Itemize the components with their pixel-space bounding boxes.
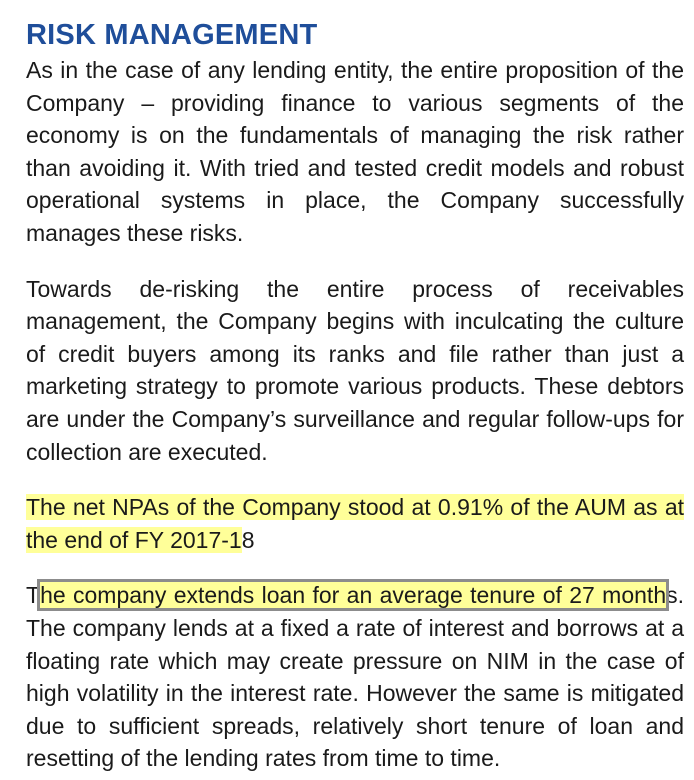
tenure-text-rest: The company lends at a fixed a rate of interest and borrows at a floating rate which may create pressure on NIM in the case of high volatility in the interest rate. However the same is mitigated due to sufficient spreads, relatively short tenure of loan and resetting of the lending rates from time to time. <box>26 614 684 772</box>
paragraph-npa <box>26 491 684 556</box>
highlighted-npa-text[interactable]: The net NPAs of the Company stood at 0.91% of the AUM as at the end of FY 2017-1 <box>26 494 684 553</box>
paragraph-risk-proposition: As in the case of any lending entity, the entire proposition of the Company – providing finance to various segments of the economy is on the fundamentals of managing the risk rather than avoiding it. With tried and tested credit models and robust operational systems in place, the Company successfully manages these risks. <box>26 57 684 246</box>
npa-text-end: 8 <box>241 526 255 553</box>
tenure-text-suffix: s. <box>666 582 684 609</box>
selected-tenure-text[interactable]: he company extends loan for an average tenure of 27 month <box>40 582 667 609</box>
tenure-text-prefix: T <box>26 582 41 609</box>
paragraph-tenure <box>26 579 684 775</box>
document-page <box>26 16 684 775</box>
section-heading: RISK MANAGEMENT <box>26 19 318 51</box>
paragraph-receivables: Towards de-risking the entire process of receivables management, the Company begins with inculcating the culture of credit buyers among its ranks and file rather than just a marketing strategy to promote various products. These debtors are under the Company’s surveillance and regular follow-ups for collection are executed. <box>26 275 684 465</box>
